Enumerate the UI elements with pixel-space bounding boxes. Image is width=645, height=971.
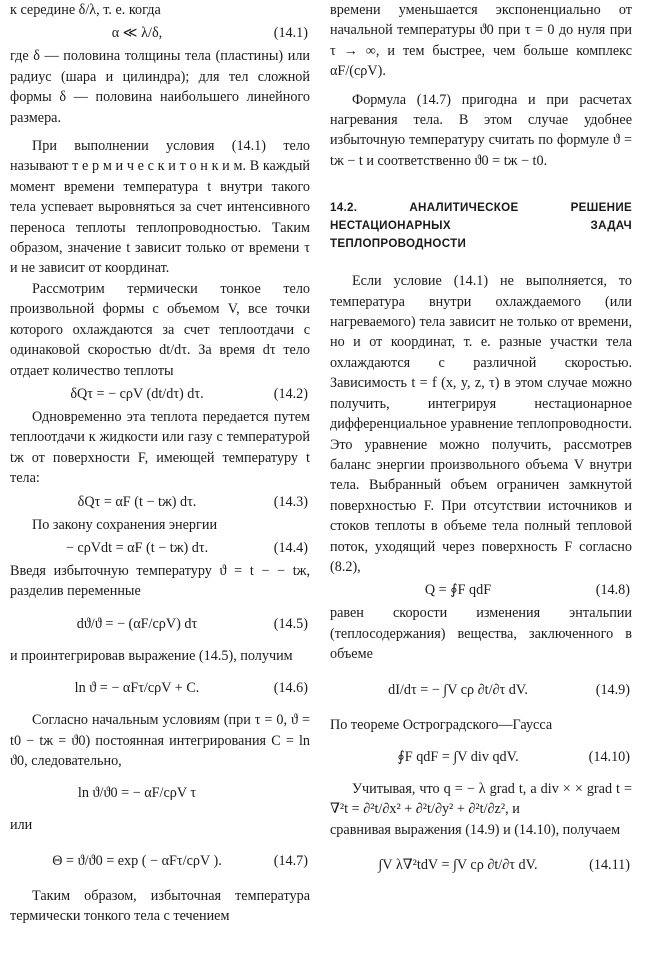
left-column <box>10 0 310 927</box>
equation-formula: ∫V λ∇²tdV = ∫V cρ ∂t/∂τ dV. <box>378 857 538 874</box>
paragraph: или <box>10 817 33 834</box>
equation-14-8 <box>330 577 632 603</box>
equation-formula: Θ = ϑ/ϑ0 = exp ( − αFτ/cρV ). <box>52 852 222 869</box>
paragraph: Учитывая, что q = − λ grad t, a div × × grad t = ∇²t = ∂²t/∂x² + ∂²t/∂y² + ∂²t/∂z², и <box>330 780 632 818</box>
equation-formula: dI/dτ = − ∫V cρ ∂t/∂τ dV. <box>388 681 528 698</box>
equation-number: (14.4) <box>273 539 308 556</box>
paragraph: Формула (14.7) пригодна и при расчетах нагревания тела. В этом случае удобнее избыточную температуру считать по формуле ϑ = tж − t и соответственно ϑ0 = tж − t0. <box>330 91 632 169</box>
equation-number: (14.10) <box>588 748 630 765</box>
equation-formula: δQτ = − cρV (dt/dτ) dτ. <box>70 385 204 402</box>
equation-14-6 <box>10 666 310 710</box>
equation-formula: Q = ∮F qdF <box>424 582 492 599</box>
paragraph: равен скорости изменения энтальпии (теплосодержания) вещества, заключенного в объеме <box>330 605 632 663</box>
equation-number: (14.1) <box>273 25 308 42</box>
equation-14-10 <box>330 735 632 779</box>
equation-number: (14.8) <box>595 582 630 599</box>
paragraph: сравнивая выражения (14.9) и (14.10), получаем <box>330 821 621 838</box>
equation-formula: ln ϑ = − αFτ/cρV + C. <box>74 680 200 697</box>
equation-formula: ln ϑ/ϑ0 = − αF/cρV τ <box>77 785 197 802</box>
equation-14-1 <box>10 20 310 46</box>
paragraph: где δ — половина толщины тела (пластины) или радиус (шара и цилиндра); для тел сложной формы δ — половина наибольшего линейного размера. <box>10 48 310 126</box>
paragraph: времени уменьшается экспоненциально от начальной температуры ϑ0 при τ = 0 до нуля при τ → ∞, и тем быстрее, чем больше комплекс αF/(cρV). <box>330 2 632 80</box>
paragraph: Таким образом, избыточная температура термически тонкого тела с течением <box>10 887 310 925</box>
paragraph: Одновременно эта теплота передается путем теплоотдачи к жидкости или газу с температурой tж от поверхности F, имеющей температуру t тела: <box>10 408 310 487</box>
equation-formula: − cρVdt = αF (t − tж) dτ. <box>65 539 209 556</box>
paragraph: Введя избыточную температуру ϑ = t − − tж, разделив переменные <box>10 562 310 600</box>
equation-number: (14.7) <box>273 852 308 869</box>
equation-formula: δQτ = αF (t − tж) dτ. <box>77 493 197 510</box>
equation-number: (14.5) <box>273 615 308 632</box>
equation-14-3 <box>10 489 310 515</box>
equation-14-4 <box>10 535 310 561</box>
paragraph: По теореме Остроградского—Гаусса <box>330 716 553 733</box>
equation-formula: ∮F qdF = ∫V div qdV. <box>397 748 519 765</box>
equation-number: (14.3) <box>273 493 308 510</box>
equation-14-7 <box>10 836 310 886</box>
paragraph: к середине δ/λ, т. е. когда <box>10 2 161 18</box>
equation-number: (14.6) <box>273 680 308 697</box>
equation-formula: α ≪ λ/δ, <box>111 25 163 42</box>
paragraph: Согласно начальным условиям (при τ = 0, ϑ = t0 − tж = ϑ0) постоянная интегрирования C = ln ϑ0, следовательно, <box>10 712 310 769</box>
equation-formula: dϑ/ϑ = − (αF/cρV) dτ <box>76 615 198 632</box>
paragraph: и проинтегрировав выражение (14.5), получим <box>10 647 293 664</box>
equation-number: (14.2) <box>273 385 308 402</box>
equation-14-11 <box>330 840 632 890</box>
paragraph: Если условие (14.1) не выполняется, то температура внутри охлаждаемого (или нагреваемого) тела зависит не только от времени, но и от координат, т. е. разные участки тела охлаждаются с различной скоростью. Зависимость t = f (x, y, z, τ) в этом случае можно получить, интегрируя нестационарное дифференциальное уравнение теплопроводности. Это уравнение можно получить, рассмотрев баланс энергии произвольного объема V внутри тела. Выбранный объем ограничен замкнутой поверхностью F. При отсутствии источников и стоков теплоты в объеме тела полный тепловой поток, уходящий через поверхность F согласно (8.2), <box>330 273 632 575</box>
right-column <box>330 0 632 890</box>
equation-unnumbered <box>10 771 310 815</box>
paragraph: При выполнении условия (14.1) тело называют т е р м и ч е с к и т о н к и м. В каждый момент времени температура t внутри такого тела успевает выровняться за счет интенсивного переноса теплоты теплопроводностью. Таким образом, значение t зависит только от времени τ и не зависит от координат. <box>10 138 310 277</box>
paragraph: По закону сохранения энергии <box>32 516 218 533</box>
equation-number: (14.9) <box>595 681 630 698</box>
paragraph: Рассмотрим термически тонкое тело произвольной формы с объемом V, все точки которого охлаждаются за счет теплоотдачи с одинаковой скоростью dt/dτ. За время dτ тело отдает количество теплоты <box>10 280 310 379</box>
equation-number: (14.11) <box>589 857 630 874</box>
equation-14-5 <box>10 602 310 646</box>
section-heading: 14.2. АНАЛИТИЧЕСКОЕ РЕШЕНИЕ НЕСТАЦИОНАРНЫХ ЗАДАЧ ТЕПЛОПРОВОДНОСТИ <box>330 201 632 251</box>
equation-14-9 <box>330 665 632 715</box>
equation-14-2 <box>10 381 310 407</box>
